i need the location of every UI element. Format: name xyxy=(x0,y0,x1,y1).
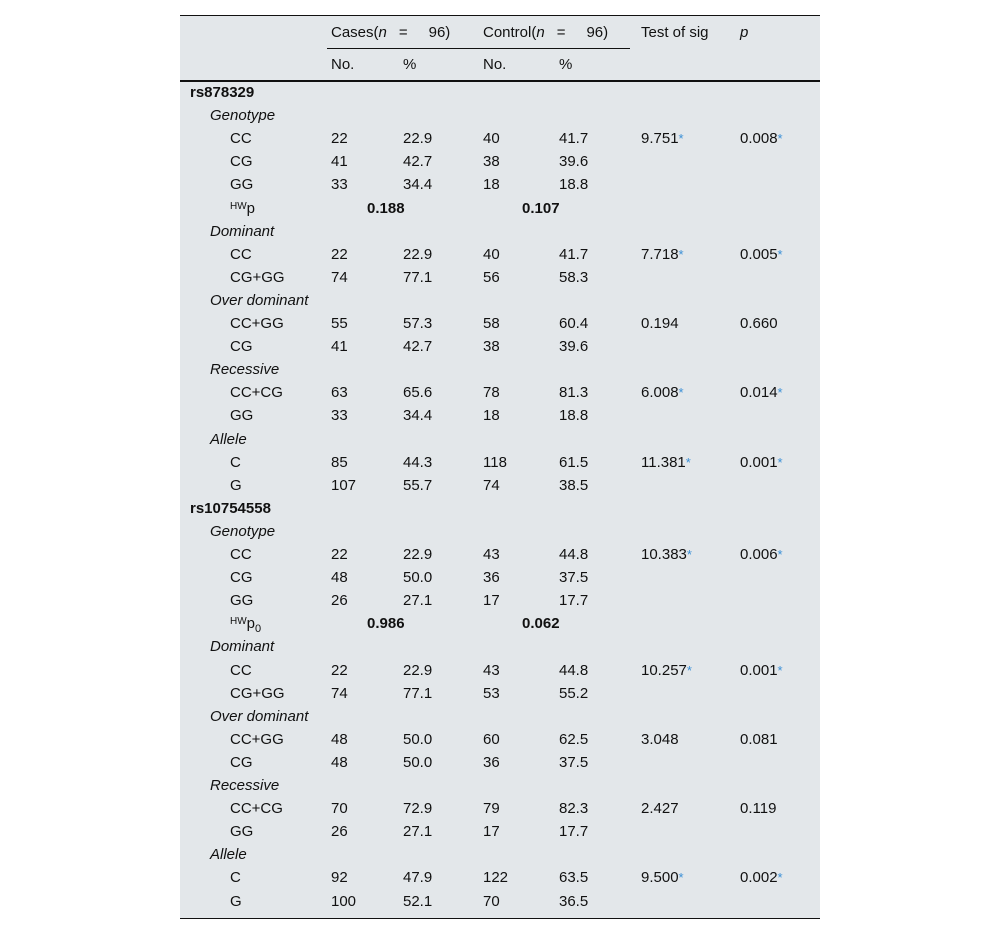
cases-no-cell: 74 xyxy=(331,268,348,286)
cases-pct-cell: 65.6 xyxy=(403,384,433,402)
genotype-label: CC+CG xyxy=(230,800,283,818)
control-pct-cell: 37.5 xyxy=(559,569,589,587)
model-label: Recessive xyxy=(210,777,280,794)
hw-label: $^{HW}p_0$ xyxy=(230,615,262,636)
cases-no-cell: 33 xyxy=(331,407,348,425)
p-value-cell: 0.005* xyxy=(740,245,783,263)
genotype-label: GG xyxy=(230,407,254,425)
control-no-cell: 74 xyxy=(483,476,500,494)
genotype-label: CC xyxy=(230,130,252,148)
cases-pct-cell: 50.0 xyxy=(403,569,433,587)
control-no-cell: 36 xyxy=(483,569,500,587)
hw-control-value: 0.107 xyxy=(522,199,560,217)
cases-no-cell: 41 xyxy=(331,338,348,356)
control-no-cell: 17 xyxy=(483,823,500,841)
cases-no-cell: 26 xyxy=(331,592,348,610)
genotype-label: CG xyxy=(230,569,253,587)
control-no-cell: 122 xyxy=(483,869,509,887)
control-pct-cell: 18.8 xyxy=(559,407,589,425)
test-stat-cell: 2.427 xyxy=(641,800,679,818)
test-stat-cell: 10.257* xyxy=(641,661,692,679)
genotype-label: CG xyxy=(230,338,253,356)
cases-no-cell: 48 xyxy=(331,569,348,587)
significance-mark: * xyxy=(777,131,783,147)
hw-label: $^{HW}$p xyxy=(230,199,256,217)
cases-no-cell: 55 xyxy=(331,315,348,332)
significance-mark: * xyxy=(777,662,783,678)
significance-mark: * xyxy=(777,870,783,886)
control-no-cell: 58 xyxy=(483,315,500,332)
significance-mark: * xyxy=(777,547,783,562)
cases-pct-cell: 55.7 xyxy=(403,476,433,494)
significance-mark: * xyxy=(777,454,783,470)
cases-header: Cases(n = 96) xyxy=(331,24,451,41)
cases-pct-cell: 22.9 xyxy=(403,661,433,679)
control-no-cell: 60 xyxy=(483,730,500,748)
cases-pct-header: % xyxy=(403,56,417,73)
genotype-label: CC+GG xyxy=(230,730,284,748)
control-pct-cell: 44.8 xyxy=(559,546,589,563)
model-label: Genotype xyxy=(210,107,276,125)
p-value-cell: 0.014* xyxy=(740,384,783,402)
cases-no-cell: 100 xyxy=(331,892,357,910)
control-no-cell: 118 xyxy=(483,453,507,471)
cases-no-cell: 33 xyxy=(331,176,348,194)
p-value-cell: 0.660 xyxy=(740,315,778,332)
cases-no-cell: 22 xyxy=(331,661,348,679)
model-label: Over dominant xyxy=(210,707,309,725)
control-pct-cell: 81.3 xyxy=(559,384,589,402)
control-pct-cell: 17.7 xyxy=(559,823,589,841)
header-rule-short xyxy=(327,48,630,49)
model-label: Allele xyxy=(210,846,247,864)
control-no-cell: 43 xyxy=(483,546,500,563)
control-no-cell: 18 xyxy=(483,407,500,425)
genotype-label: CC xyxy=(230,546,252,563)
control-pct-cell: 44.8 xyxy=(559,661,589,679)
control-no-cell: 56 xyxy=(483,268,500,286)
significance-mark: * xyxy=(678,131,684,147)
control-pct-cell: 38.5 xyxy=(559,476,589,494)
control-pct-cell: 58.3 xyxy=(559,268,589,286)
cases-pct-cell: 22.9 xyxy=(403,130,433,148)
significance-mark: * xyxy=(686,547,692,562)
cases-pct-cell: 27.1 xyxy=(403,592,433,610)
cases-no-cell: 107 xyxy=(331,476,357,494)
significance-mark: * xyxy=(685,454,691,470)
test-stat-cell: 10.383* xyxy=(641,546,692,563)
control-pct-cell: 37.5 xyxy=(559,753,589,771)
control-pct-cell: 18.8 xyxy=(559,176,589,194)
genotype-label: CC xyxy=(230,661,252,679)
cases-pct-cell: 44.3 xyxy=(403,453,433,471)
control-pct-cell: 60.4 xyxy=(559,315,589,332)
p-value-cell: 0.081 xyxy=(740,730,778,748)
cases-pct-cell: 27.1 xyxy=(403,823,433,841)
cases-no-cell: 48 xyxy=(331,753,348,771)
p-value-cell: 0.001* xyxy=(740,661,783,679)
cases-pct-cell: 77.1 xyxy=(403,684,433,702)
genotype-label: CG xyxy=(230,153,253,171)
cases-pct-cell: 22.9 xyxy=(403,245,433,263)
cases-no-header: No. xyxy=(331,56,355,73)
cases-no-cell: 22 xyxy=(331,130,348,148)
control-no-cell: 17 xyxy=(483,592,500,610)
genotype-label: G xyxy=(230,892,242,910)
cases-pct-cell: 72.9 xyxy=(403,800,433,818)
p-header: p xyxy=(740,24,749,41)
cases-no-cell: 74 xyxy=(331,684,348,702)
model-label: Allele xyxy=(210,430,247,448)
control-no-cell: 40 xyxy=(483,245,500,263)
control-pct-cell: 41.7 xyxy=(559,130,589,148)
cases-no-cell: 22 xyxy=(331,245,348,263)
cases-no-cell: 92 xyxy=(331,869,348,887)
test-stat-cell: 3.048 xyxy=(641,730,679,748)
control-pct-cell: 82.3 xyxy=(559,800,589,818)
test-stat-cell: 7.718* xyxy=(641,245,684,263)
control-pct-header: % xyxy=(559,56,573,73)
genotype-label: CG xyxy=(230,753,253,771)
control-pct-cell: 39.6 xyxy=(559,153,589,171)
cases-no-cell: 22 xyxy=(331,546,348,563)
genotype-label: C xyxy=(230,453,241,471)
control-no-cell: 38 xyxy=(483,338,500,356)
control-pct-cell: 62.5 xyxy=(559,730,589,748)
model-label: Dominant xyxy=(210,638,275,656)
cases-no-cell: 70 xyxy=(331,800,348,818)
p-value-cell: 0.001* xyxy=(740,453,783,471)
cases-pct-cell: 47.9 xyxy=(403,869,433,887)
cases-pct-cell: 34.4 xyxy=(403,176,433,194)
significance-mark: * xyxy=(678,246,684,262)
test-stat-cell: 6.008* xyxy=(641,384,684,402)
header-rule xyxy=(180,80,820,82)
control-pct-cell: 63.5 xyxy=(559,869,589,887)
control-pct-cell: 36.5 xyxy=(559,892,589,910)
control-no-cell: 78 xyxy=(483,384,500,402)
control-no-cell: 70 xyxy=(483,892,500,910)
hw-cases-value: 0.986 xyxy=(367,615,405,633)
genotype-table xyxy=(180,15,820,919)
control-pct-cell: 17.7 xyxy=(559,592,589,610)
p-value-cell: 0.002* xyxy=(740,869,783,887)
significance-mark: * xyxy=(678,385,684,401)
cases-no-cell: 63 xyxy=(331,384,348,402)
significance-mark: * xyxy=(777,246,783,262)
cases-no-cell: 48 xyxy=(331,730,348,748)
cases-pct-cell: 52.1 xyxy=(403,892,433,910)
control-no-cell: 79 xyxy=(483,800,500,818)
cases-pct-cell: 77.1 xyxy=(403,268,433,286)
cases-pct-cell: 50.0 xyxy=(403,753,433,771)
genotype-label: CG+GG xyxy=(230,268,285,286)
control-no-cell: 36 xyxy=(483,753,500,771)
cases-pct-cell: 42.7 xyxy=(403,338,433,356)
control-pct-cell: 39.6 xyxy=(559,338,589,356)
control-pct-cell: 61.5 xyxy=(559,453,589,471)
control-no-cell: 18 xyxy=(483,176,500,194)
genotype-label: CC+GG xyxy=(230,315,284,332)
cases-pct-cell: 34.4 xyxy=(403,407,433,425)
test-stat-cell: 9.751* xyxy=(641,130,684,148)
model-label: Over dominant xyxy=(210,291,309,309)
test-stat-cell: 0.194 xyxy=(641,315,679,332)
snp-label: rs878329 xyxy=(190,84,255,101)
cases-pct-cell: 42.7 xyxy=(403,153,433,171)
genotype-label: GG xyxy=(230,823,254,841)
p-value-cell: 0.006* xyxy=(740,546,783,563)
control-pct-cell: 41.7 xyxy=(559,245,589,263)
test-of-sig-header: Test of sig xyxy=(641,24,709,41)
test-stat-cell: 9.500* xyxy=(641,869,684,887)
significance-mark: * xyxy=(678,870,684,886)
genotype-label: GG xyxy=(230,176,254,194)
test-stat-cell: 11.381* xyxy=(641,453,691,471)
hw-control-value: 0.062 xyxy=(522,615,560,633)
p-value-cell: 0.008* xyxy=(740,130,783,148)
cases-pct-cell: 57.3 xyxy=(403,315,433,332)
genotype-label: CC+CG xyxy=(230,384,283,402)
genotype-label: CG+GG xyxy=(230,684,285,702)
cases-no-cell: 85 xyxy=(331,453,348,471)
control-header: Control(n = 96) xyxy=(483,24,609,41)
snp-label: rs10754558 xyxy=(190,499,271,517)
cases-pct-cell: 22.9 xyxy=(403,546,433,563)
genotype-label: G xyxy=(230,476,242,494)
model-label: Recessive xyxy=(210,361,280,379)
significance-mark: * xyxy=(777,385,783,401)
cases-pct-cell: 50.0 xyxy=(403,730,433,748)
control-no-cell: 38 xyxy=(483,153,500,171)
model-label: Dominant xyxy=(210,222,275,240)
control-no-cell: 43 xyxy=(483,661,500,679)
genotype-label: GG xyxy=(230,592,254,610)
model-label: Genotype xyxy=(210,522,276,540)
control-no-cell: 40 xyxy=(483,130,500,148)
cases-no-cell: 41 xyxy=(331,153,348,171)
control-no-cell: 53 xyxy=(483,684,500,702)
p-value-cell: 0.119 xyxy=(740,800,777,818)
significance-mark: * xyxy=(686,662,692,678)
control-pct-cell: 55.2 xyxy=(559,684,589,702)
cases-no-cell: 26 xyxy=(331,823,348,841)
control-no-header: No. xyxy=(483,56,507,73)
genotype-label: CC xyxy=(230,245,252,263)
genotype-label: C xyxy=(230,869,241,887)
hw-cases-value: 0.188 xyxy=(367,199,405,217)
